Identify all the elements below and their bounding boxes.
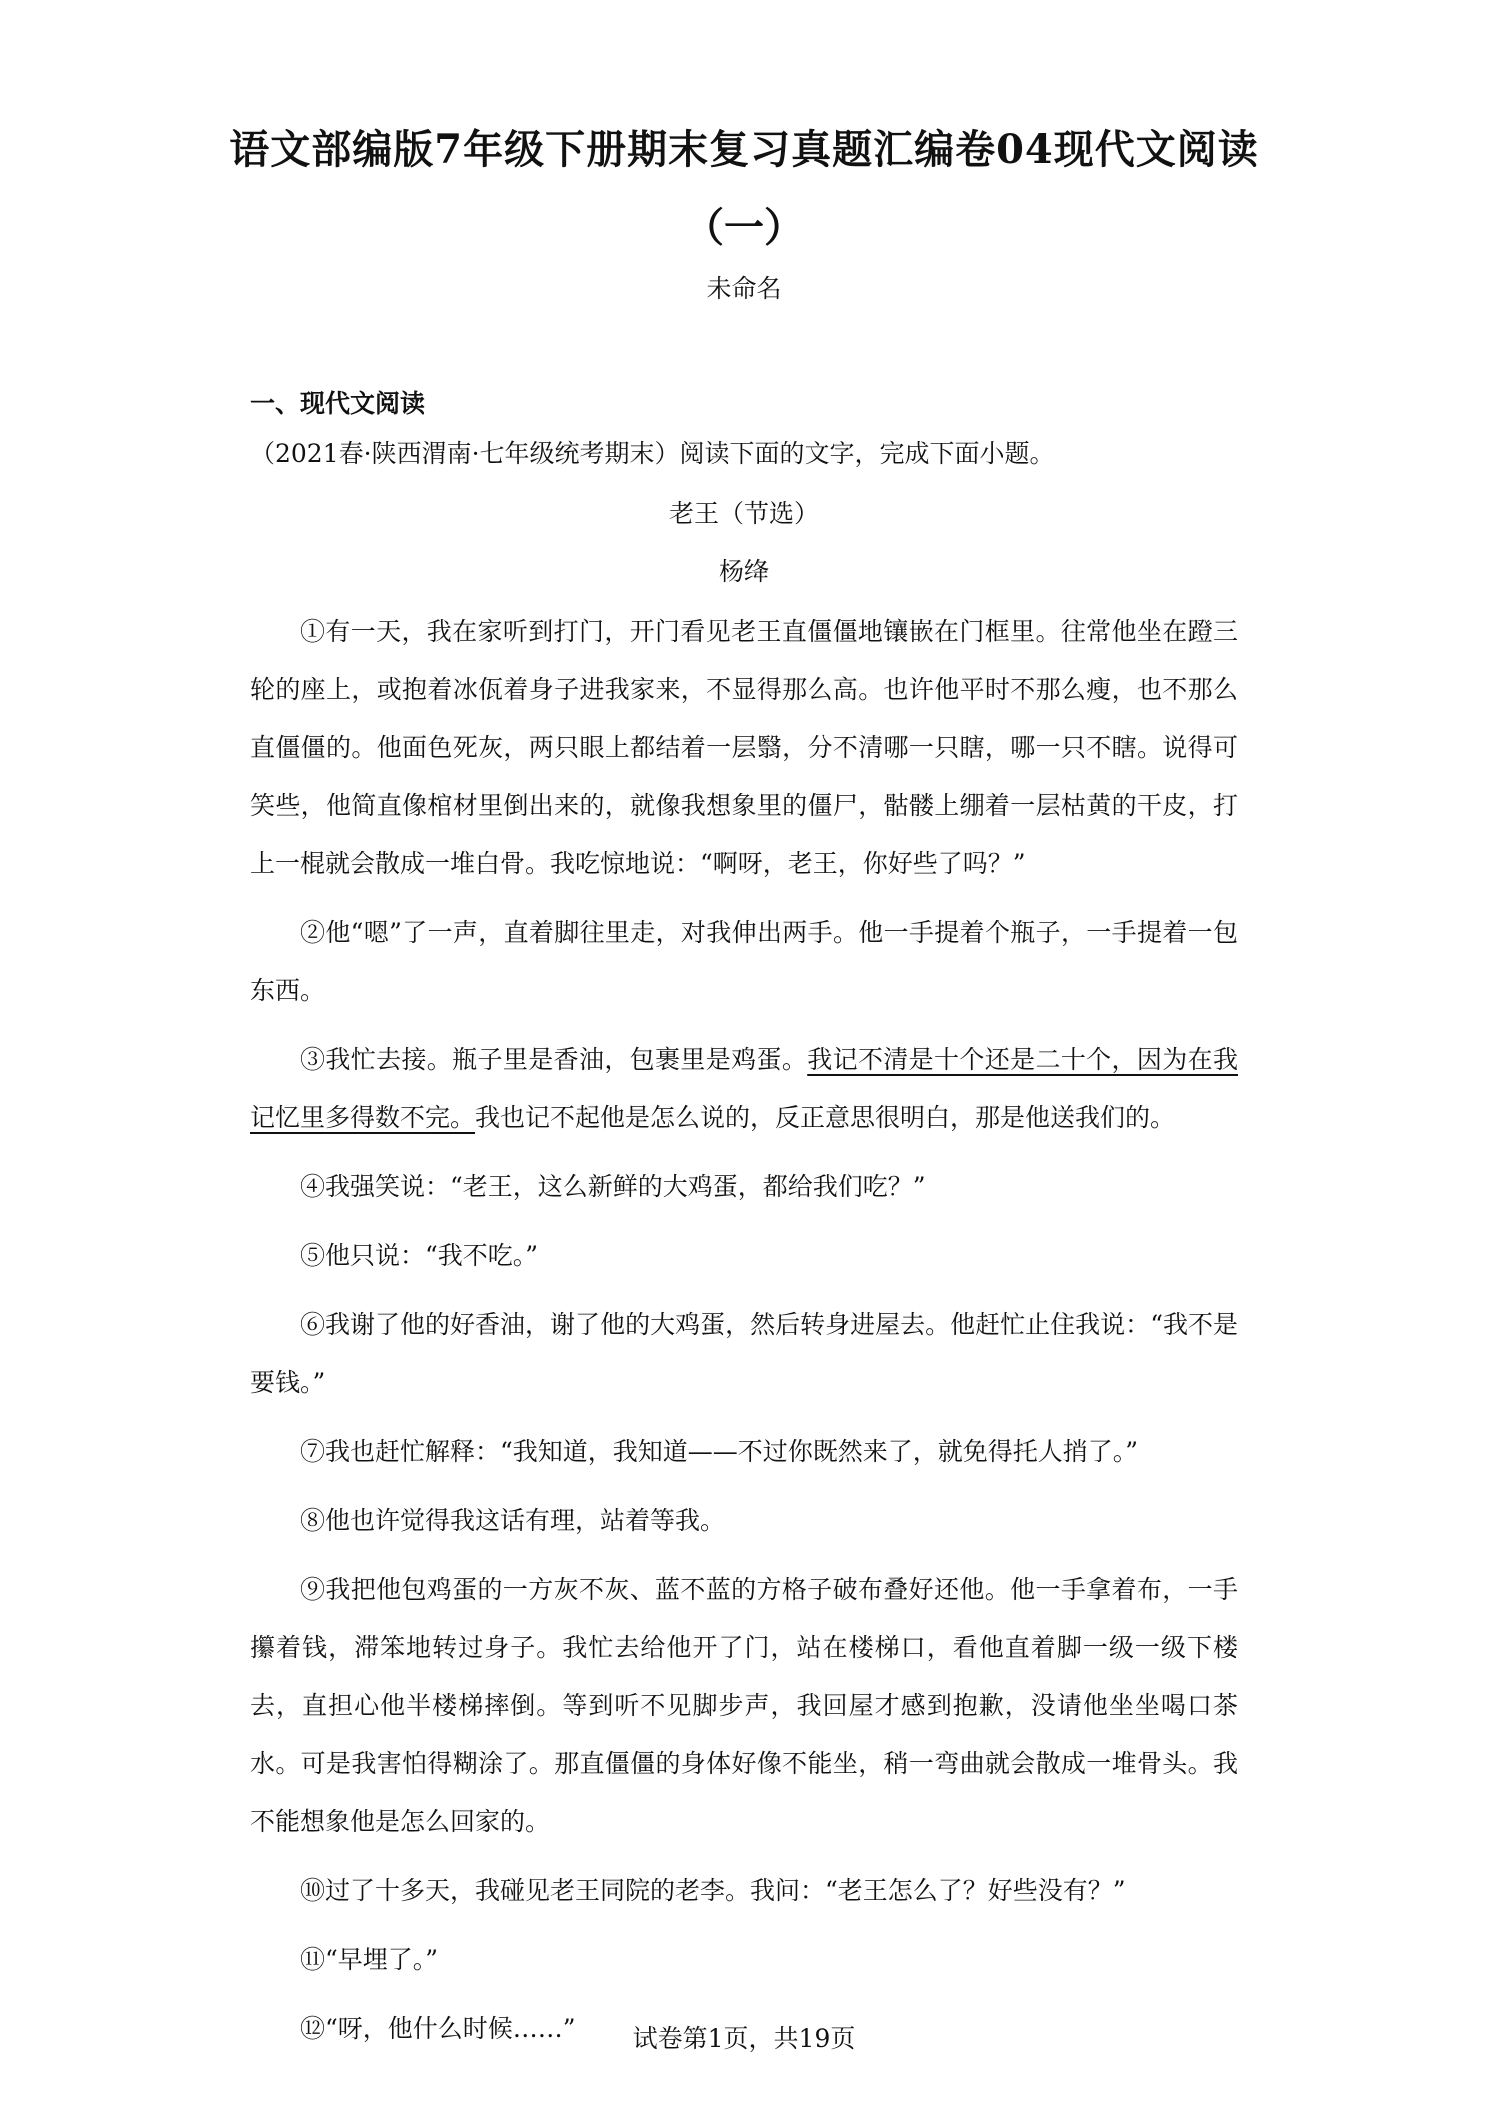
- document-subtitle: 未命名: [706, 274, 782, 303]
- paragraph-2: ②他“嗯”了一声，直着脚往里走，对我伸出两手。他一手提着个瓶子，一手提着一包东西。: [250, 918, 1238, 1005]
- paragraph-3-end: 我也记不起他是怎么说的，反正意思很明白，那是他送我们的。: [475, 1103, 1176, 1132]
- section-heading: 一、现代文阅读: [250, 389, 426, 418]
- paragraph-5: ⑤他只说：“我不吃。”: [300, 1241, 539, 1270]
- paragraph-3-start: ③我忙去接。瓶子里是香油，包裹里是鸡蛋。: [300, 1045, 808, 1074]
- passage-title: 老王（节选）: [668, 499, 819, 528]
- document-title-part: （一）: [684, 204, 804, 251]
- underlined-sentence: 我记不清是十个还是二十个，因为在我记忆里多得数不完。: [250, 1045, 1238, 1132]
- passage-body: [250, 603, 1238, 2069]
- paragraph-10: ⑩过了十多天，我碰见老王同院的老李。我问：“老王怎么了？好些没有？”: [300, 1876, 1126, 1905]
- paragraph-9: ⑨我把他包鸡蛋的一方灰不灰、蓝不蓝的方格子破布叠好还他。他一手拿着布，一手攥着钱，滞笨地转过身子。我忙去给他开了门，站在楼梯口，看他直着脚一级一级下楼去，直担心他半楼梯摔倒。等到听不见脚步声，我回屋才感到抱歉，没请他坐坐喝口茶水。可是我害怕得糊涂了。那直僵僵的身体好像不能坐，稍一弯曲就会散成一堆骨头。我不能想象他是怎么回家的。: [250, 1575, 1238, 1836]
- paragraph-7: ⑦我也赶忙解释：“我知道，我知道——不过你既然来了，就免得托人捎了。”: [300, 1437, 1139, 1466]
- paragraph-1: ①有一天，我在家听到打门，开门看见老王直僵僵地镶嵌在门框里。往常他坐在蹬三轮的座上，或抱着冰佤着身子进我家来，不显得那么高。也许他平时不那么瘦，也不那么直僵僵的。他面色死灰，两只眼上都结着一层翳，分不清哪一只瞎，哪一只不瞎。说得可笑些，他简直像棺材里倒出来的，就像我想象里的僵尸，骷髅上绷着一层枯黄的干皮，打上一棍就会散成一堆白骨。我吃惊地说：“啊呀，老王，你好些了吗？”: [250, 617, 1238, 878]
- passage-author: 杨绛: [718, 557, 769, 586]
- paragraph-12: ⑫“呀，他什么时候……”: [300, 2014, 576, 2043]
- paragraph-3: [250, 1031, 1238, 1147]
- page-footer: 试卷第1页，共19页: [632, 2024, 856, 2053]
- paragraph-6: ⑥我谢了他的好香油，谢了他的大鸡蛋，然后转身进屋去。他赶忙止住我说：“我不是要钱。”: [250, 1310, 1238, 1397]
- paragraph-4: ④我强笑说：“老王，这么新鲜的大鸡蛋，都给我们吃？”: [300, 1172, 926, 1201]
- paragraph-8: ⑧他也许觉得我这话有理，站着等我。: [300, 1506, 726, 1535]
- paragraph-11: ⑪“早埋了。”: [300, 1945, 439, 1974]
- question-intro: （2021春·陕西渭南·七年级统考期末）阅读下面的文字，完成下面小题。: [250, 439, 1055, 468]
- document-title: 语文部编版7年级下册期末复习真题汇编卷04现代文阅读: [229, 126, 1259, 173]
